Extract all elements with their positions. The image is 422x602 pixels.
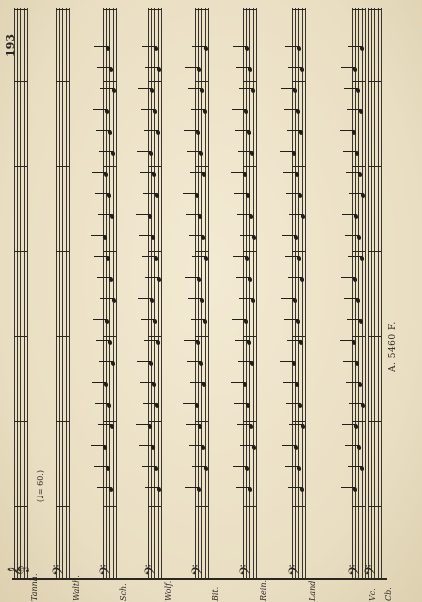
note-stem [235,130,248,131]
note-stem [239,88,252,89]
staff-line [154,8,155,578]
staff-line [243,8,244,578]
note-stem [140,172,153,173]
barline [368,336,381,337]
system-bracket [12,578,387,580]
barline [243,166,256,167]
note-stem [231,172,244,173]
note-stem [183,193,196,194]
staff-line [305,8,306,578]
note-stem [286,403,299,404]
barline [14,251,27,252]
barline [195,166,208,167]
barline [103,421,116,422]
note-stem [97,487,110,488]
staff-line [358,8,359,578]
barline [292,336,305,337]
note-stem [192,46,205,47]
note-stem [97,67,110,68]
note-stem [346,172,359,173]
note-stem [343,151,356,152]
note-stem [141,109,154,110]
note-stem [234,193,247,194]
note-stem [234,403,247,404]
note-stem [288,487,301,488]
bass-clef-icon: 𝄢 [50,564,71,576]
note-stem [94,466,107,467]
note-stem [186,214,199,215]
note-stem [233,256,246,257]
barline [103,9,116,10]
plate-number: A. 5460 F. [388,321,398,372]
note-stem [98,214,111,215]
bass-clef-icon: 𝄢 [346,564,367,576]
note-stem [142,466,155,467]
note-stem [345,235,358,236]
staff-line [148,8,149,578]
note-stem [289,424,302,425]
note-stem [143,403,156,404]
staff-line [253,8,254,578]
note-stem [280,361,293,362]
note-stem [347,109,360,110]
barline [292,506,305,507]
staff-line [298,8,299,578]
note-stem [191,109,204,110]
note-stem [143,193,156,194]
barline [56,421,69,422]
staff-line [371,8,372,578]
note-stem [93,319,106,320]
staff-line [201,8,202,578]
note-stem [94,46,107,47]
staff-line [161,8,162,578]
note-stem [345,445,358,446]
barline [195,506,208,507]
barline [292,166,305,167]
barline [148,81,161,82]
bass-clef-icon: 𝄢 [286,564,307,576]
bass-clef-icon: 𝄢 [142,564,163,576]
staff-line [198,8,199,578]
note-stem [238,151,251,152]
barline [56,336,69,337]
voice-label-wolfram: Wolf. [164,580,173,601]
note-stem [137,151,150,152]
note-stem [139,445,152,446]
note-stem [99,151,112,152]
barline [14,506,27,507]
barline [292,9,305,10]
note-stem [190,172,203,173]
staff-line [195,8,196,578]
barline [14,166,27,167]
note-stem [145,487,158,488]
barline [243,336,256,337]
barline [148,251,161,252]
barline [103,336,116,337]
note-stem [284,319,297,320]
staff-line [208,8,209,578]
note-stem [185,67,198,68]
note-stem [231,382,244,383]
staff-line [20,8,21,578]
barline [352,251,365,252]
note-stem [233,466,246,467]
note-stem [184,130,197,131]
note-stem [145,277,158,278]
staff-line [374,8,375,578]
staff-line [24,8,25,578]
barline [368,506,381,507]
note-stem [91,235,104,236]
barline [243,9,256,10]
note-stem [142,46,155,47]
staff-line [256,8,257,578]
note-stem [185,487,198,488]
note-stem [236,487,249,488]
note-stem [289,214,302,215]
staff-line [14,8,15,578]
staff-line [109,8,110,578]
note-stem [138,298,151,299]
barline [243,421,256,422]
note-stem [185,277,198,278]
note-stem [187,361,200,362]
note-stem [92,172,105,173]
barline [56,251,69,252]
staff-line [66,8,67,578]
note-stem [145,67,158,68]
note-stem [236,277,249,278]
note-stem [99,361,112,362]
staff-line [17,8,18,578]
note-stem [192,256,205,257]
note-stem [342,214,355,215]
note-stem [184,340,197,341]
staff-line [151,8,152,578]
note-stem [341,67,354,68]
note-stem [137,361,150,362]
note-stem [288,277,301,278]
barline [56,9,69,10]
note-stem [93,109,106,110]
note-stem [281,88,294,89]
staff-line [103,8,104,578]
note-stem [94,256,107,257]
note-stem [343,361,356,362]
note-stem [141,319,154,320]
note-stem [341,277,354,278]
note-stem [239,298,252,299]
staff-line [158,8,159,578]
note-stem [285,46,298,47]
staff-line [362,8,363,578]
barline [195,251,208,252]
barline [148,336,161,337]
note-stem [284,109,297,110]
barline [352,166,365,167]
note-stem [282,235,295,236]
note-stem [348,466,361,467]
note-stem [188,88,201,89]
note-stem [283,382,296,383]
barline [148,421,161,422]
note-stem [188,298,201,299]
bass-clef-icon: 𝄢 [97,564,118,576]
note-stem [232,109,245,110]
barline [56,506,69,507]
page-number: 193 [4,34,17,57]
voice-label-walther: Walth. [72,575,81,601]
barline [352,506,365,507]
note-stem [100,298,113,299]
note-stem [280,151,293,152]
note-stem [192,466,205,467]
note-stem [341,487,354,488]
staff-line [302,8,303,578]
note-stem [97,277,110,278]
note-stem [287,130,300,131]
staff-line [246,8,247,578]
note-stem [183,403,196,404]
treble-clef-icon: 𝄞 [8,565,29,576]
note-stem [344,88,357,89]
barline [195,81,208,82]
staff-line [62,8,63,578]
note-stem [140,382,153,383]
note-stem [96,130,109,131]
barline [103,506,116,507]
barline [195,421,208,422]
note-stem [348,46,361,47]
note-stem [95,193,108,194]
barline [103,166,116,167]
note-stem [285,466,298,467]
note-stem [348,256,361,257]
note-stem [340,340,353,341]
voice-label-tannhauser: Tannh. [30,573,39,601]
barline [292,81,305,82]
note-stem [346,382,359,383]
note-stem [347,319,360,320]
barline [148,506,161,507]
barline [368,251,381,252]
note-stem [236,67,249,68]
note-stem [136,424,149,425]
voice-label-contrabassi: Cb. [384,587,393,601]
note-stem [349,193,362,194]
staff-line [27,8,28,578]
note-stem [240,235,253,236]
barline [14,336,27,337]
staff-line [368,8,369,578]
barline [368,421,381,422]
staff-line [292,8,293,578]
staff-line [59,8,60,578]
note-stem [186,424,199,425]
note-stem [235,340,248,341]
staff-line [205,8,206,578]
note-stem [96,340,109,341]
barline [292,251,305,252]
barline [103,251,116,252]
staff-line [295,8,296,578]
staff-line [116,8,117,578]
bass-clef-icon: 𝄢 [237,564,258,576]
note-stem [349,403,362,404]
staff-line [106,8,107,578]
note-stem [288,67,301,68]
note-stem [136,214,149,215]
barline [292,421,305,422]
barline [14,81,27,82]
barline [195,336,208,337]
bass-clef-icon: 𝄢 [362,564,383,576]
barline [14,9,27,10]
note-stem [144,340,157,341]
barline [195,9,208,10]
note-stem [232,319,245,320]
note-stem [237,424,250,425]
note-stem [187,151,200,152]
note-stem [142,256,155,257]
barline [56,81,69,82]
barline [368,81,381,82]
note-stem [237,214,250,215]
note-stem [139,235,152,236]
note-stem [190,382,203,383]
note-stem [287,340,300,341]
barline [148,166,161,167]
barline [368,9,381,10]
barline [243,81,256,82]
note-stem [281,298,294,299]
voice-label-landgraf: Land. [308,578,317,601]
staff-line [381,8,382,578]
note-stem [144,130,157,131]
barline [56,166,69,167]
note-stem [340,130,353,131]
note-stem [344,298,357,299]
voice-label-schreiber: Sch. [119,583,128,601]
note-stem [138,88,151,89]
barline [14,421,27,422]
staff-line [56,8,57,578]
staff-line [355,8,356,578]
voice-label-violoncelli: Vc. [368,588,377,601]
bass-clef-icon: 𝄢 [189,564,210,576]
note-stem [92,382,105,383]
voice-label-reinmar: Rein. [259,579,268,601]
note-stem [342,424,355,425]
staff-line [352,8,353,578]
staff-line [365,8,366,578]
staff-line [249,8,250,578]
barline [352,336,365,337]
barline [243,506,256,507]
voice-label-biterolf: Bit. [211,586,220,601]
barline [243,251,256,252]
note-stem [285,256,298,257]
barline [103,81,116,82]
note-stem [98,424,111,425]
staff-line [378,8,379,578]
note-stem [282,445,295,446]
staff-line [69,8,70,578]
note-stem [240,445,253,446]
note-stem [189,235,202,236]
staff-line [113,8,114,578]
tempo-marking: (♩= 60.) [36,470,45,502]
barline [368,166,381,167]
note-stem [283,172,296,173]
note-stem [233,46,246,47]
note-stem [286,193,299,194]
barline [352,9,365,10]
note-stem [238,361,251,362]
note-stem [191,319,204,320]
note-stem [91,445,104,446]
barline [352,81,365,82]
note-stem [95,403,108,404]
note-stem [189,445,202,446]
barline [148,9,161,10]
barline [352,421,365,422]
note-stem [100,88,113,89]
